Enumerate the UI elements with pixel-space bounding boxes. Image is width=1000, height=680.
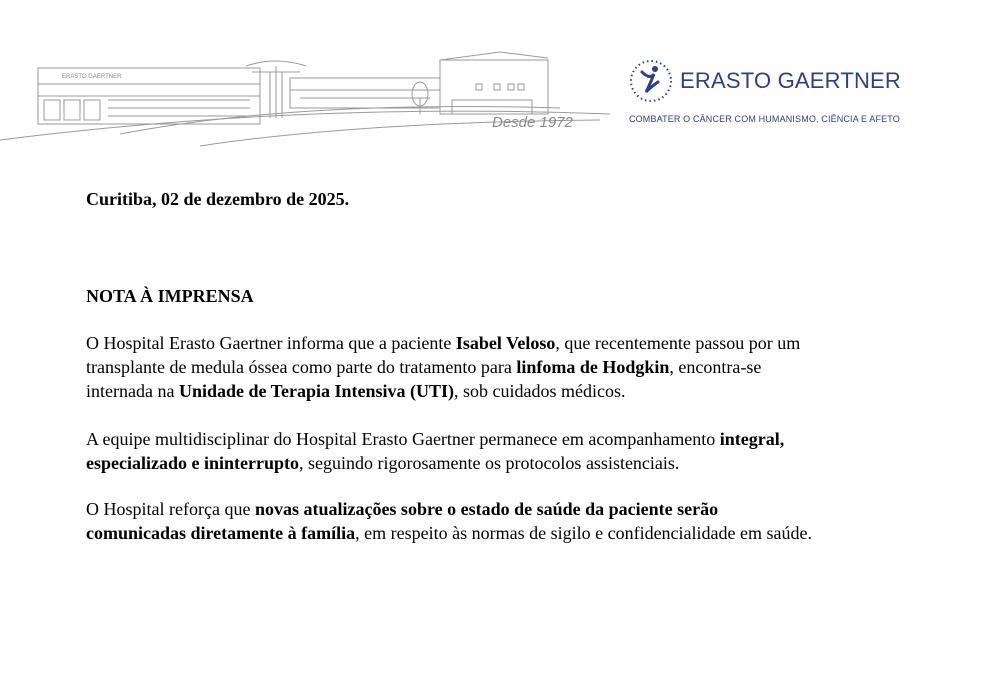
bold-text-run: comunicadas diretamente à família [86,523,356,543]
bold-text-run: Isabel Veloso [455,333,556,353]
document-title: NOTA À IMPRENSA [86,286,254,306]
bold-text-run: Unidade de Terapia Intensiva (UTI) [178,381,455,401]
text-run: , em respeito às normas de sigilo e confidencialidade em saúde. [355,523,812,543]
text-run: O Hospital Erasto Gaertner informa que a paciente [86,333,456,353]
text-run: , que recentemente passou por um [555,333,801,353]
hospital-building-illustration [0,42,620,152]
hospital-logo-icon [628,58,674,104]
text-run: , sob cuidados médicos. [454,381,626,401]
bold-text-run: integral, [719,429,785,449]
building-sign: ERASTO GAERTNER [62,74,122,80]
paragraph-team-care [86,427,946,475]
bold-text-run: novas atualizações sobre o estado de saúde da paciente serão [254,499,719,519]
since-year: Desde 1972 [492,114,573,131]
text-run: , encontra-se [669,357,762,377]
text-run: internada na [86,381,179,401]
paragraph-patient-status [86,331,946,403]
text-run: O Hospital reforça que [86,499,255,519]
document-date: Curitiba, 02 de dezembro de 2025. [86,189,350,209]
bold-text-run: especializado e ininterrupto [86,453,299,473]
text-run: transplante de medula óssea como parte do tratamento para [86,357,517,377]
brand-tagline: COMBATER O CÂNCER COM HUMANISMO, CIÊNCIA E AFETO [629,114,900,124]
paragraph-updates [86,497,946,545]
letterhead [0,30,1000,150]
brand-name: ERASTO GAERTNER [680,68,902,93]
bold-text-run: linfoma de Hodgkin [516,357,670,377]
text-run: A equipe multidisciplinar do Hospital Erasto Gaertner permanece em acompanhamento [86,429,720,449]
text-run: , seguindo rigorosamente os protocolos assistenciais. [298,453,680,473]
